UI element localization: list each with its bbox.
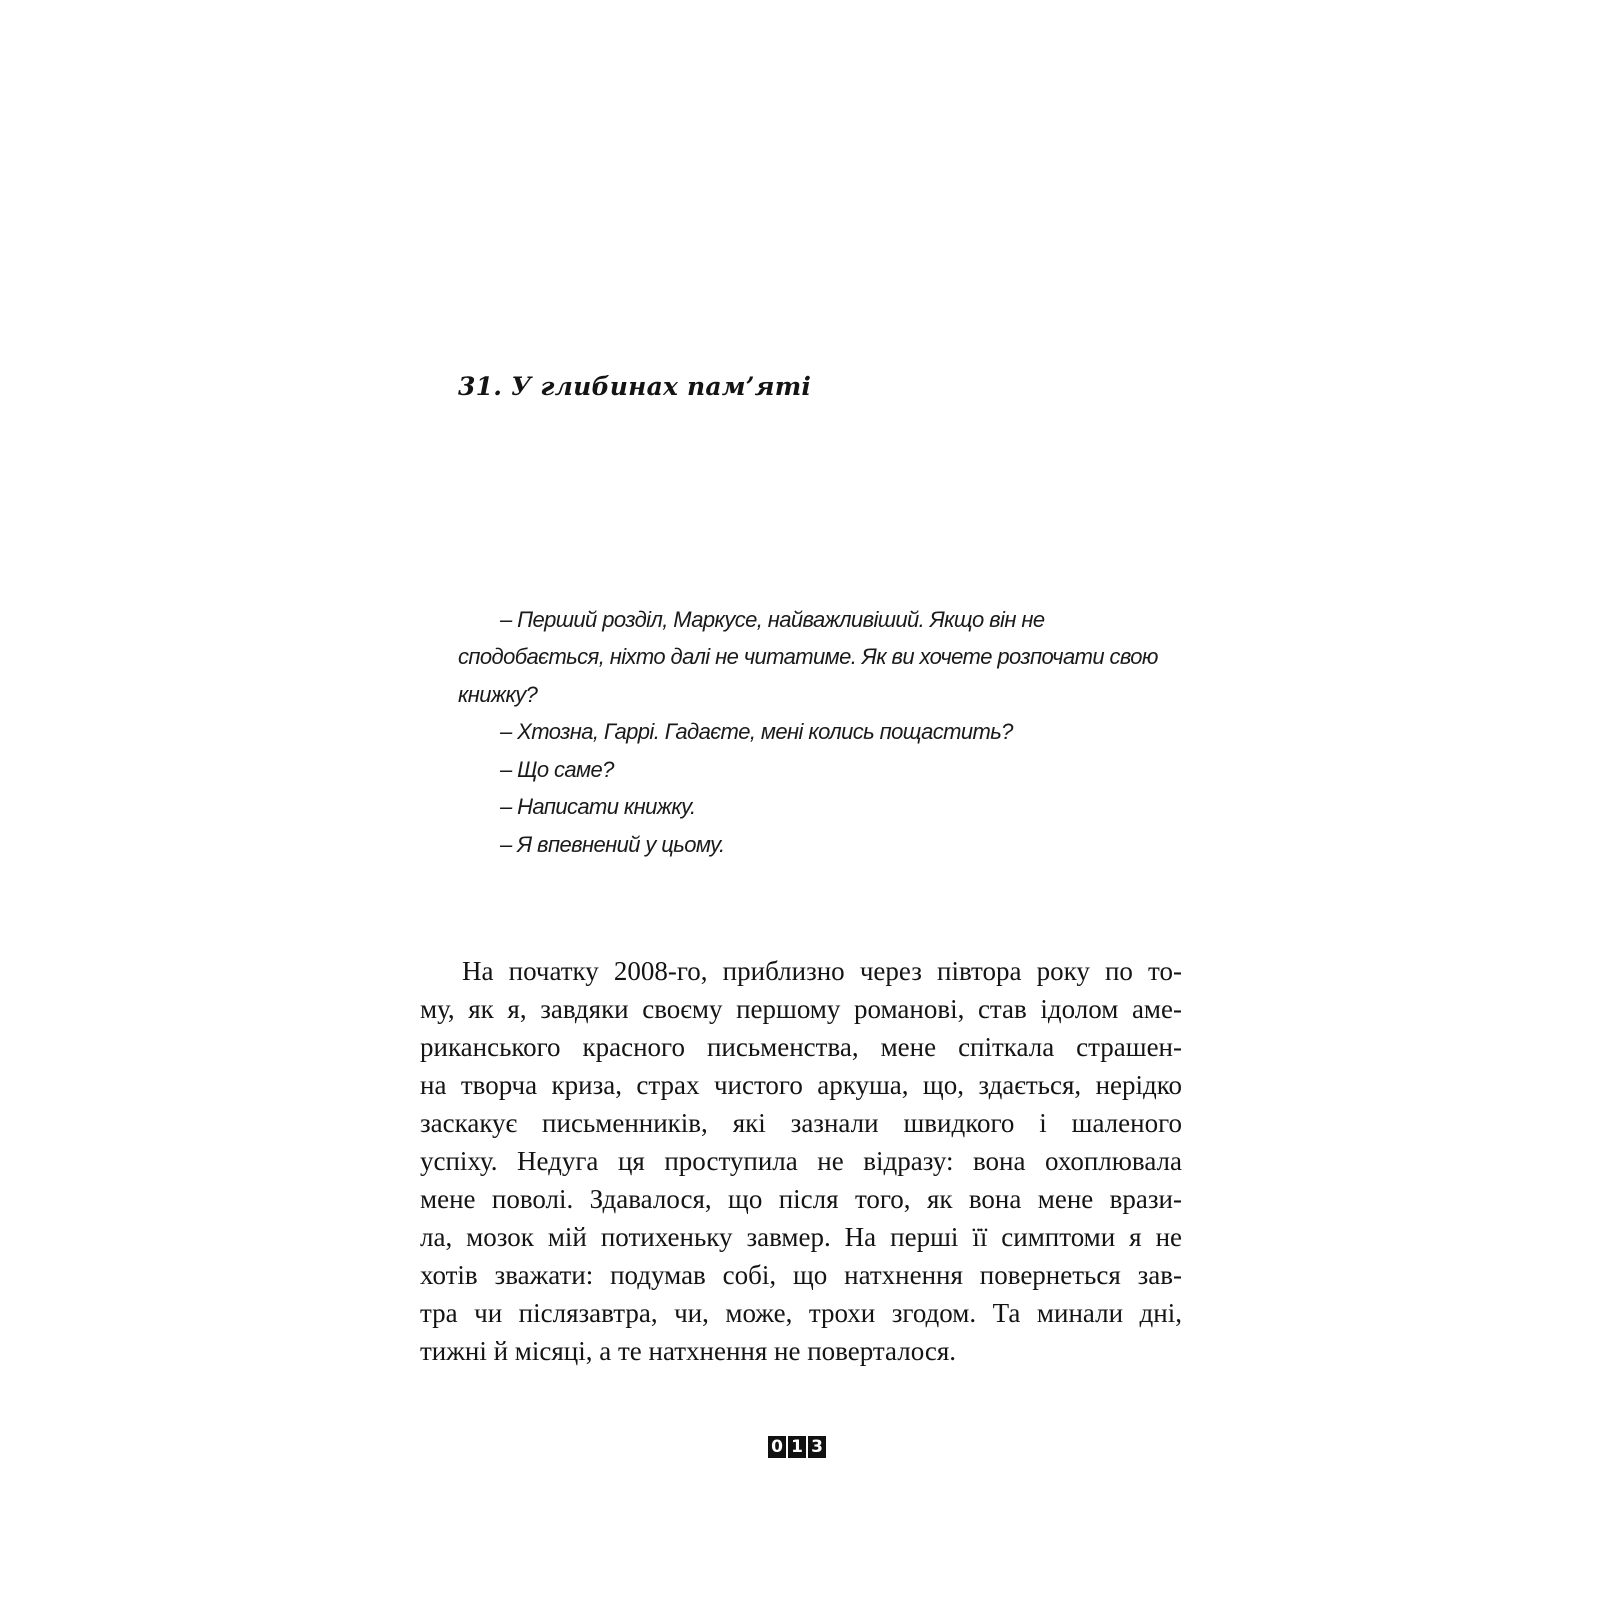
epigraph-line: сподобається, ніхто далі не читатиме. Як ви хочете розпочати свою [458, 644, 1158, 669]
body-line: на творча криза, страх чистого аркуша, що, здається, нерідко [420, 1070, 1182, 1100]
page-number-digit: 0 [768, 1436, 786, 1458]
body-line: хотів зважати: подумав собі, що натхнення повернеться зав- [420, 1260, 1182, 1290]
page-number-digit: 3 [808, 1436, 826, 1458]
chapter-title: 31. У глибинах пам’яті [458, 372, 812, 401]
body-line: риканського красного письменства, мене спіткала страшен- [420, 1032, 1182, 1062]
page-number [768, 1436, 826, 1458]
body-line: успіху. Недуга ця проступила не відразу: вона охоплювала [420, 1146, 1182, 1176]
page-number-digit: 1 [788, 1436, 806, 1458]
epigraph-line: – Перший розділ, Маркусе, найважливіший. Якщо він не [500, 607, 1045, 632]
epigraph-line: – Що саме? [500, 757, 614, 782]
body-line: ла, мозок мій потихеньку завмер. На перші її симптоми я не [420, 1222, 1182, 1252]
body-line: На початку 2008-го, приблизно через півтора року по то- [462, 956, 1182, 986]
body-line: заскакує письменників, які зазнали швидкого і шаленого [420, 1108, 1182, 1138]
epigraph-line: – Написати книжку. [500, 794, 696, 819]
body-line: тижні й місяці, а те натхнення не поверталося. [420, 1336, 957, 1366]
epigraph-line: – Хтозна, Гаррі. Гадаєте, мені колись пощастить? [500, 719, 1013, 744]
body-line: мене поволі. Здавалося, що після того, як вона мене врази- [420, 1184, 1182, 1214]
body-line: му, як я, завдяки своєму першому романові, став ідолом аме- [420, 994, 1182, 1024]
epigraph-line: книжку? [458, 682, 538, 707]
epigraph-line: – Я впевнений у цьому. [500, 832, 725, 857]
body-line: тра чи післязавтра, чи, може, трохи згодом. Та минали дні, [420, 1298, 1182, 1328]
